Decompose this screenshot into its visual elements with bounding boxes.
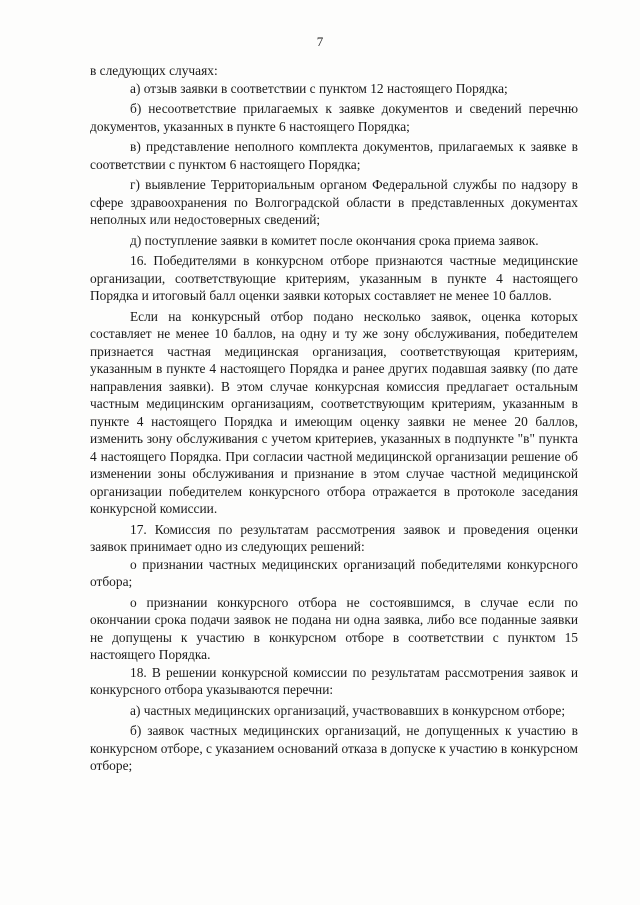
decision-failed: о признании конкурсного отбора не состоявшимся, в случае если по окончании срока подачи заявок не подана ни одна заявка, либо все поданные заявки не допущены к участию в конкурсном отборе в соответствии с пунктом 15 настоящего Порядка. (90, 594, 578, 662)
list-item-18a: а) частных медицинских организаций, участвовавших в конкурсном отборе; (130, 702, 566, 718)
decision-winners: о признании частных медицинских организаций победителями конкурсного отбора; (90, 556, 578, 589)
list-item-v: в) представление неполного комплекта документов, прилагаемых к заявке в соответствии с пунктом 6 настоящего Порядка; (90, 139, 578, 172)
list-item-18b: б) заявок частных медицинских организаций, не допущенных к участию в конкурсном отборе, с указанием оснований отказа в допуске к участию в конкурсном отборе; (90, 723, 578, 773)
page-number: 7 (316, 34, 324, 49)
section-18: 18. В решении конкурсной комиссии по результатам рассмотрения заявок и конкурсного отбора указываются перечни: (90, 664, 578, 697)
paragraph-intro: в следующих случаях: (90, 63, 218, 78)
section-16: 16. Победителями в конкурсном отборе признаются частные медицинские организации, соответствующие критериям, указанным в пункте 4 настоящего Порядка и итоговый балл оценки заявки которых составляет не менее 10 баллов. (90, 253, 578, 303)
list-item-a: а) отзыв заявки в соответствии с пунктом 12 настоящего Порядка; (130, 80, 508, 96)
list-item-b: б) несоответствие прилагаемых к заявке документов и сведений перечню документов, указанных в пункте 6 настоящего Порядка; (90, 101, 578, 134)
list-item-d: д) поступление заявки в комитет после окончания срока приема заявок. (130, 232, 539, 248)
document-body (90, 62, 578, 775)
list-item-g: г) выявление Территориальным органом Федеральной службы по надзору в сфере здравоохранения по Волгоградской области в представленных документах неполных или недостоверных сведений; (90, 177, 578, 227)
section-17: 17. Комиссия по результатам рассмотрения заявок и проведения оценки заявок принимает одно из следующих решений: (90, 521, 578, 554)
section-16-continued: Если на конкурсный отбор подано несколько заявок, оценка которых составляет не менее 10 баллов, на одну и ту же зону обслуживания, победителем признается частная медицинская организация, соответствующая критериям, указанным в пункте 4 настоящего Порядка и ранее других подавшая заявку (по дате направления заявки). В этом случае конкурсная комиссия предлагает остальным частным медицинским организациям, соответствующим критериям, указанным в пункте 4 настоящего Порядка и имеющим оценку заявки не менее 20 баллов, изменить зону обслуживания с учетом критериев, указанных в подпункте "в" пункта 4 настоящего Порядка. При согласии частной медицинской организации решение об изменении зоны обслуживания и признание в этом случае частной медицинской организации победителем конкурсного отбора отражается в протоколе заседания конкурсной комиссии. (90, 308, 578, 516)
